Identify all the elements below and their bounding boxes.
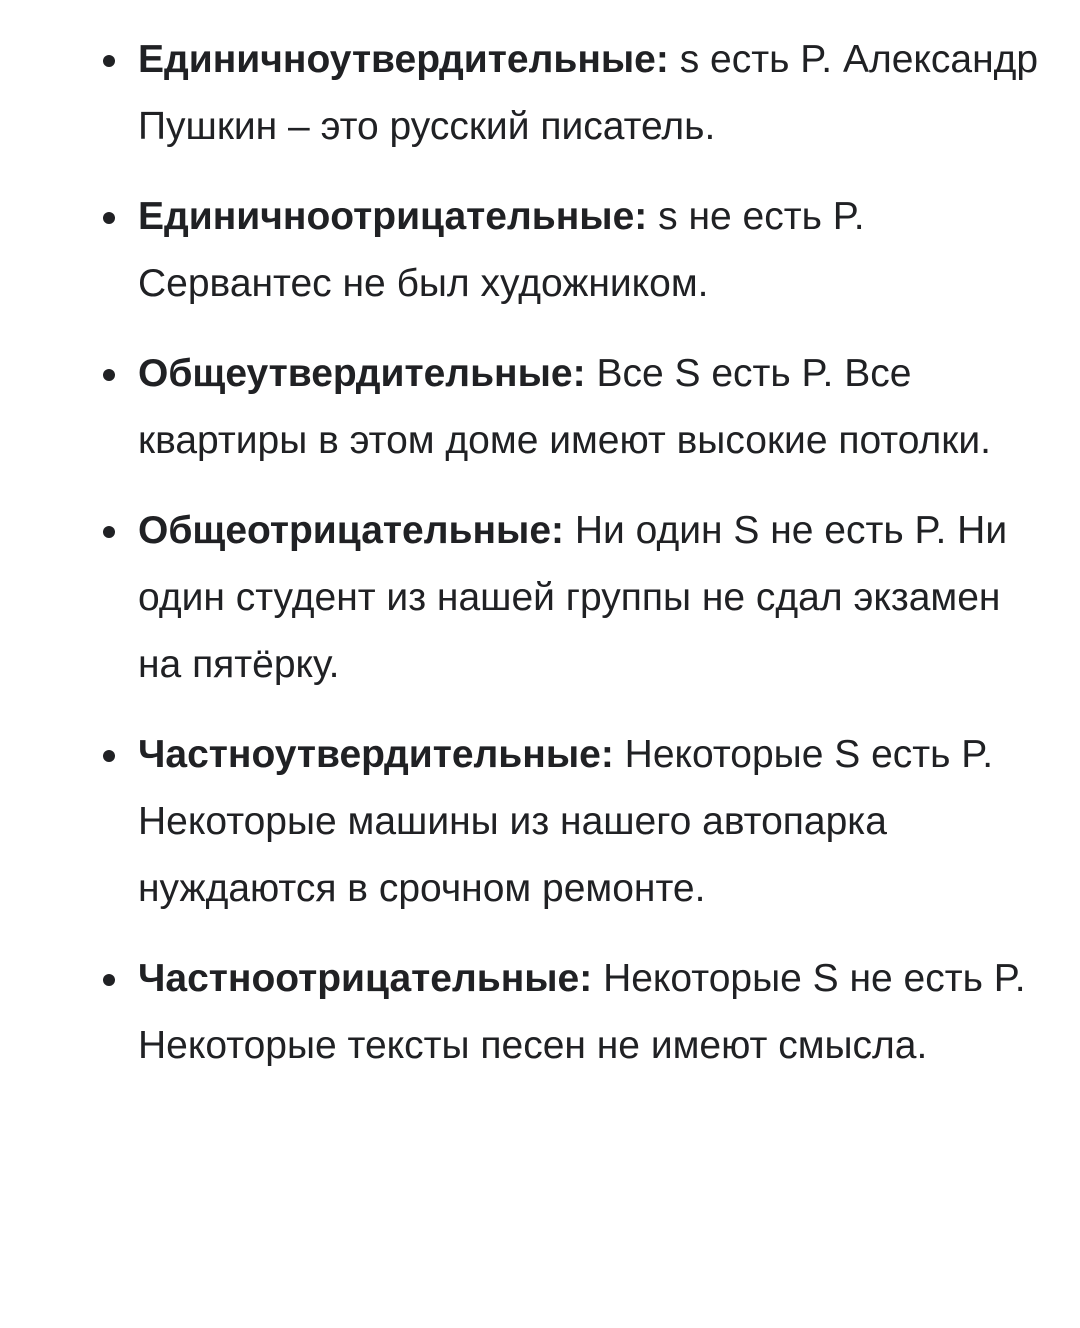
item-example: Александр Пушкин – это русский писатель. xyxy=(138,38,1039,148)
item-formula: s есть P. xyxy=(679,38,833,81)
bullet-icon xyxy=(103,212,115,224)
list-item-universal-negative xyxy=(0,497,1040,698)
list-item-singular-negative xyxy=(0,183,1040,317)
bullet-icon xyxy=(103,750,115,762)
list-item-universal-affirmative xyxy=(0,340,1040,474)
item-example: Сервантес не был художником. xyxy=(138,262,709,305)
item-example: Ни один студент из нашей группы не сдал экзамен на пятёрку. xyxy=(138,509,1008,686)
item-formula: Ни один S не есть P. xyxy=(574,509,947,552)
item-term: Единичноутвердительные: xyxy=(138,38,669,81)
list-item-particular-affirmative xyxy=(0,721,1040,922)
item-formula: Некоторые S есть P. xyxy=(624,733,994,776)
bullet-icon xyxy=(103,369,115,381)
bullet-icon xyxy=(103,974,115,986)
item-formula: s не есть P. xyxy=(658,195,865,238)
item-formula: Некоторые S не есть P. xyxy=(603,957,1026,1000)
item-term: Частноотрицательные: xyxy=(138,957,593,1000)
item-example: Все квартиры в этом доме имеют высокие потолки. xyxy=(138,352,991,462)
list-item-singular-affirmative xyxy=(0,26,1040,160)
item-term: Частноутвердительные: xyxy=(138,733,614,776)
item-term: Общеотрицательные: xyxy=(138,509,564,552)
item-example: Некоторые тексты песен не имеют смысла. xyxy=(138,1024,928,1067)
item-example: Некоторые машины из нашего автопарка нуждаются в срочном ремонте. xyxy=(138,800,887,910)
item-term: Общеутвердительные: xyxy=(138,352,586,395)
bullet-icon xyxy=(103,55,115,67)
list-item-particular-negative xyxy=(0,945,1040,1079)
item-term: Единичноотрицательные: xyxy=(138,195,648,238)
item-formula: Все S есть P. xyxy=(596,352,834,395)
bullet-icon xyxy=(103,526,115,538)
judgment-types-list xyxy=(0,26,1040,1079)
